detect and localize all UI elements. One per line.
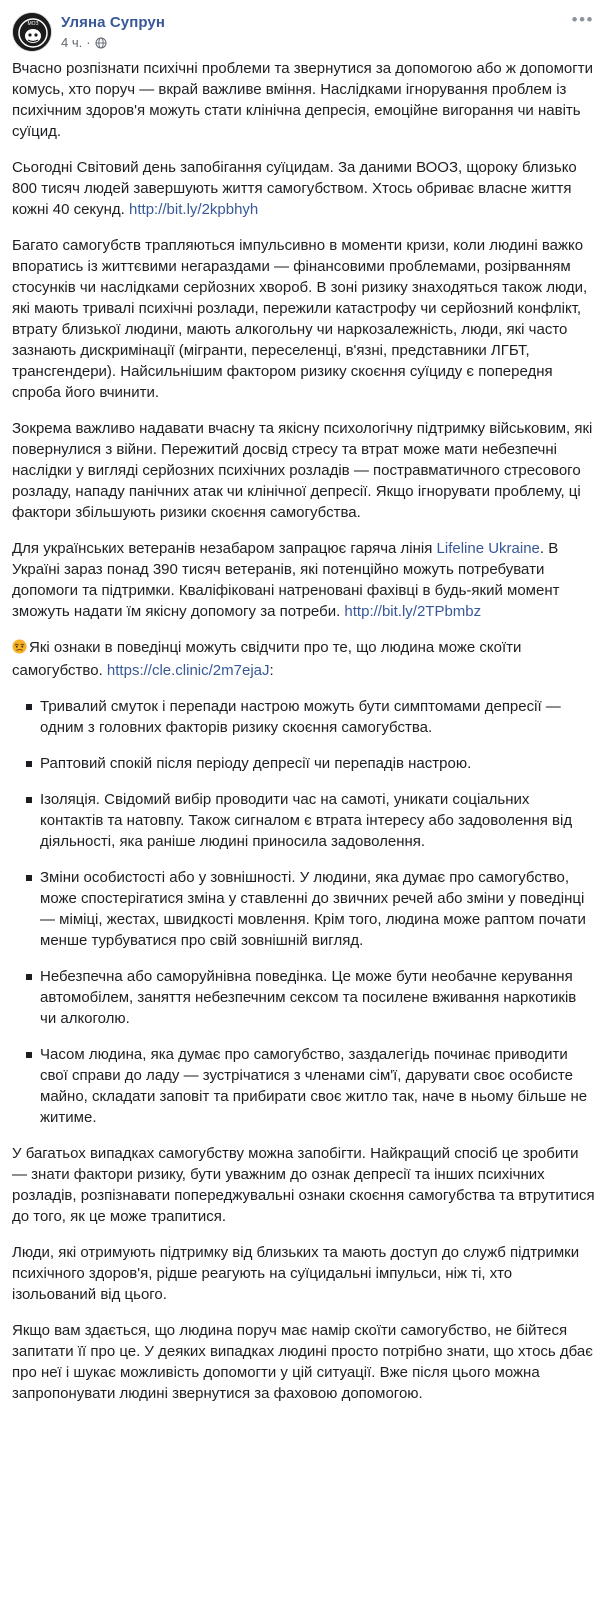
avatar[interactable] [12, 12, 52, 52]
paragraph-3: Багато самогубств трапляються імпульсивно в моменти кризи, коли людині важко впоратись із життєвими негараздами — фінансовими проблемами, розірванням стосунків чи наслідками серйозних хвороб. В зоні ризику знаходяться також люди, які мають тривалі психічні розлади, пережили катастрофу чи серйозний конфлікт, втрату близької людини, мають алкогольну чи наркозалежність, люди, які часто зазнають дискримінації (мігранти, переселенці, в'язні, представники ЛГБТ, трансгендери). Найсильнішим фактором ризику скоєння суїциду є попередня спроба його вчинити. [12, 237, 588, 401]
list-item: Ізоляція. Свідомий вибір проводити час на самоті, уникати соціальних контактів та натовпу. Також сигналом є втрата інтересу або задоволення від діяльності, яка раніше людині приносила задоволення. [12, 789, 596, 852]
post-author-name[interactable]: Уляна Супрун [61, 14, 166, 31]
signs-intro-text: Які ознаки в поведінці можуть свідчити про те, що людина може скоїти самогубство. [12, 639, 522, 679]
closing-block [12, 1143, 596, 1404]
link-lifeline-ukraine[interactable]: Lifeline Ukraine [436, 540, 540, 557]
ellipsis-icon[interactable]: ••• [571, 10, 594, 29]
pensive-face-emoji [12, 639, 27, 660]
signs-intro-colon: : [269, 662, 274, 679]
paragraph-1: Вчасно розпізнати психічні проблеми та звернутися за допомогою або ж допомогти комусь, хто поруч — вкрай важливе вміння. Наслідками ігнорування проблем із психічним здоров'я можуть стати клінічна депресія, емоційне вигорання чи навіть суїцид. [12, 60, 593, 140]
link-clinic-signs[interactable]: https://cle.clinic/2m7ejaJ [106, 662, 270, 679]
closing-paragraph-1: У багатьох випадках самогубству можна запобігти. Найкращий спосіб це зробити — знати фактори ризику, бути уважним до ознак депресії та інших психічних розладів, розпізнавати попереджувальні ознаки скоєння самогубства та втрутитися до того, як це може трапитися. [12, 1145, 595, 1225]
paragraph-signs-intro [12, 637, 596, 681]
veterans-text-2: . В Україні зараз понад 390 тисяч ветеранів, які потенційно можуть потребувати допомоги та підтримки. Кваліфіковані натреновані фахівці в будь-який момент зможуть надати їм якісну допомогу за потреби. [12, 540, 560, 620]
list-item: Тривалий смуток і перепади настрою можуть бути симптомами депресії — одним з головних факторів ризику скоєння самогубства. [12, 696, 596, 738]
closing-paragraph-3: Якщо вам здається, що людина поруч має намір скоїти самогубство, не бійтеся запитати її про це. У деяких випадках людині просто потрібно знати, що хтось дбає про неї і шукає можливість допомогти у цій ситуації. Вже після цього можна запропонувати людині звернутися за фаховою допомогою. [12, 1322, 593, 1402]
paragraph-2 [12, 157, 596, 220]
post-timestamp[interactable]: 4 ч. [61, 35, 83, 50]
post-meta [61, 34, 165, 51]
post-header-text [61, 12, 165, 51]
paragraph-2-text: Сьогодні Світовий день запобігання суїцидам. За даними ВООЗ, щороку близько 800 тисяч людей завершують життя самогубством. Хтось обриває власне життя кожні 40 секунд. [12, 159, 577, 218]
list-item: Раптовий спокій після періоду депресії чи перепадів настрою. [12, 753, 596, 774]
link-bitly-2[interactable]: http://bit.ly/2TPbmbz [344, 603, 482, 620]
globe-icon[interactable] [95, 37, 107, 49]
paragraph-veterans [12, 538, 596, 622]
list-item: Зміни особистості або у зовнішності. У людини, яка думає про самогубство, може спостерігатися зміна у ставленні до звичних речей або зміни у поведінці — міміці, жестах, швидкості мовлення. Крім того, людина може раптом почати менше турбуватися про свій зовнішній вигляд. [12, 867, 596, 951]
veterans-text-1: Для українських ветеранів незабаром запрацює гаряча лінія [12, 540, 437, 557]
closing-paragraph-2: Люди, які отримують підтримку від близьких та мають доступ до служб підтримки психічного здоров'я, рідше реагують на суїцидальні імпульси, ніж ті, хто ізольований від цього. [12, 1244, 580, 1303]
link-bitly-1[interactable]: http://bit.ly/2kpbhyh [129, 201, 259, 218]
paragraph-4: Зокрема важливо надавати вчасну та якісну психологічну підтримку військовим, які повернулися з війни. Пережитий досвід стресу та втрат може мати небезпечні наслідки у вигляді серйозних психічних розладів — постравматичного стресового розладу, нападу панічних атак чи клінічної депресії. Якщо ігнорувати проблему, ці фактори збільшують ризики скоєння самогубства. [12, 420, 593, 521]
list-item: Часом людина, яка думає про самогубство, заздалегідь починає приводити свої справи до ладу — зустрічатися з членами сім'ї, дарувати своє особисте майно, складати заповіт та прибирати своє житло так, наче в ньому більше не житиме. [12, 1044, 596, 1128]
post-body [0, 56, 608, 1418]
meta-separator: · [86, 35, 91, 50]
signs-list [12, 696, 596, 1128]
list-item: Небезпечна або саморуйнівна поведінка. Це може бути необачне керування автомобілем, заняття небезпечним сексом та посилене вживання наркотиків чи алкоголю. [12, 966, 596, 1029]
post-header [0, 0, 608, 56]
svg-text:МОЗ: МОЗ [27, 21, 39, 27]
